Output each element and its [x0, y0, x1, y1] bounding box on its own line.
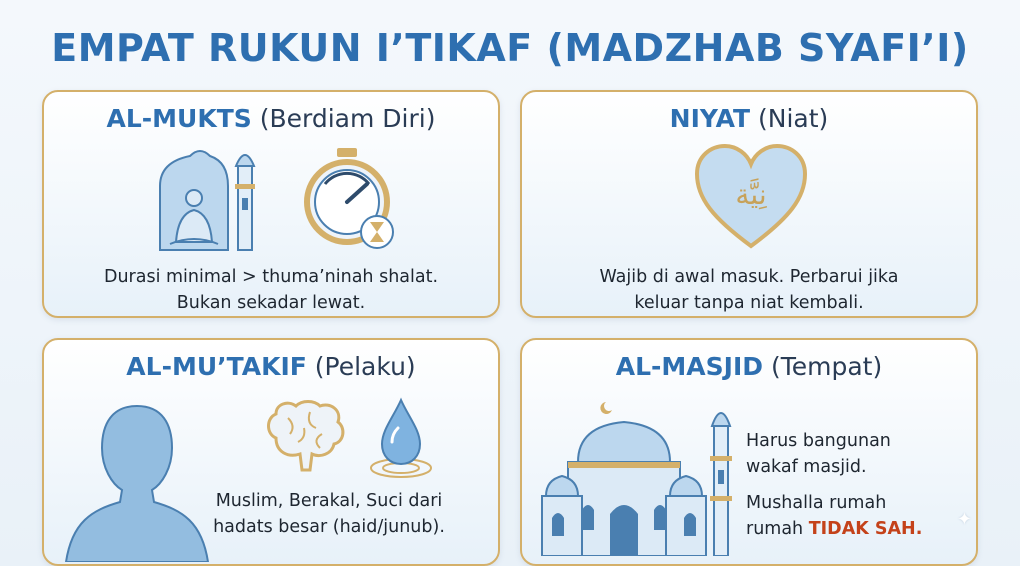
- card-title: [44, 104, 498, 133]
- card-keyword: NIYAT: [669, 104, 751, 133]
- water-drop-icon: [366, 396, 436, 480]
- desc-line: hadats besar (haid/junub).: [213, 517, 445, 537]
- mosque-building-icon: [538, 396, 738, 556]
- card-description: [522, 264, 976, 316]
- heart-niyyah-icon: [693, 142, 809, 250]
- sparkle-icon: ✦: [956, 509, 972, 530]
- desc-line: Harus bangunan: [746, 431, 891, 451]
- arabic-niyyah-text: نِيَّة: [735, 178, 767, 211]
- card-al-masjid: [520, 338, 978, 566]
- card-niyat: [520, 90, 978, 318]
- card-title: [522, 352, 976, 381]
- desc-line: Mushalla rumah: [746, 493, 887, 513]
- desc-line: Wajib di awal masuk. Perbarui jika: [599, 267, 899, 287]
- stopwatch-hourglass-icon: [299, 144, 399, 254]
- desc-line: Durasi minimal > thuma’ninah shalat.: [103, 267, 439, 287]
- card-description: [164, 488, 494, 540]
- card-keyword: AL-MUKTS: [106, 104, 252, 133]
- warning-text: TIDAK SAH.: [808, 519, 923, 539]
- mosque-prayer-icon: [154, 142, 264, 252]
- card-title: [522, 104, 976, 133]
- page-title: EMPAT RUKUN I’TIKAF (MADZHAB SYAFI’I): [51, 26, 969, 70]
- card-description: [44, 264, 498, 316]
- card-subtitle: (Berdiam Diri): [259, 104, 436, 133]
- card-subtitle: (Tempat): [770, 352, 883, 381]
- card-keyword: AL-MU’TAKIF: [126, 352, 307, 381]
- desc-line: [746, 516, 976, 542]
- card-keyword: AL-MASJID: [615, 352, 764, 381]
- desc-prefix: rumah: [746, 519, 804, 539]
- card-subtitle: (Niat): [758, 104, 829, 133]
- card-subtitle: (Pelaku): [314, 352, 416, 381]
- card-title: [44, 352, 498, 381]
- brain-icon: [262, 398, 346, 474]
- card-description: [746, 428, 976, 542]
- desc-line: keluar tanpa niat kembali.: [634, 293, 864, 313]
- card-al-mutakif: [42, 338, 500, 566]
- card-al-mukts: [42, 90, 500, 318]
- desc-line: Muslim, Berakal, Suci dari: [215, 491, 443, 511]
- desc-line: Bukan sekadar lewat.: [176, 293, 366, 313]
- desc-line: wakaf masjid.: [746, 457, 867, 477]
